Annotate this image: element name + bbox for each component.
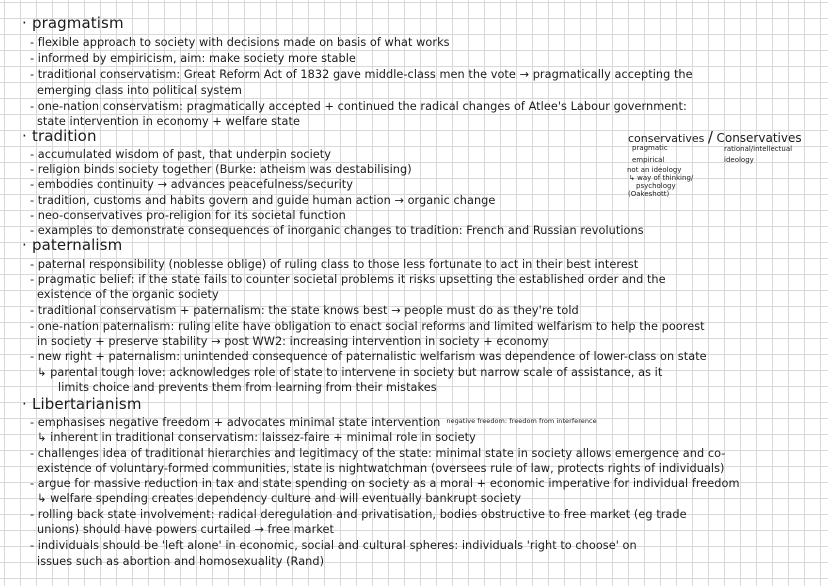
pragmatism-line-3: - traditional conservatism: Great Reform Act of 1832 gave middle-class men the vote → pragmatically accepting the: [30, 68, 693, 81]
margin-left-item-1: pragmatic: [632, 144, 668, 152]
tradition-line-3: - embodies continuity → advances peacefulness/security: [30, 178, 353, 191]
paternalism-line-3: existence of the organic society: [37, 288, 219, 301]
paternalism-line-1: - paternal responsibility (noblesse oblige) of ruling class to those less fortunate to act in their best interest: [30, 258, 639, 271]
paternalism-line-6: in society + preserve stability → post WW2: increasing intervention in society + economy: [37, 335, 549, 348]
pragmatism-line-4: emerging class into political system: [37, 84, 242, 97]
tradition-line-1: - accumulated wisdom of past, that underpin society: [30, 148, 331, 161]
paternalism-line-7: - new right + paternalism: unintended consequence of paternalistic welfarism was dependence of lower-class on state: [30, 350, 707, 363]
heading-text: tradition: [32, 127, 97, 145]
pragmatism-line-1: - flexible approach to society with decisions made on basis of what works: [30, 36, 450, 49]
margin-separator: /: [707, 128, 713, 146]
libertarianism-line-10: issues such as abortion and homosexuality (Rand): [37, 555, 325, 568]
paternalism-line-8: ↳ parental tough love: acknowledges role of state to intervene in society but narrow scale of assistance, as it: [37, 366, 663, 379]
bullet-dot: ·: [22, 14, 27, 32]
heading-text: Libertarianism: [32, 395, 142, 413]
heading-tradition: [22, 127, 97, 145]
pragmatism-line-2: - informed by empiricism, aim: make society more stable: [30, 52, 356, 65]
libertarianism-line-3: - challenges idea of traditional hierarchies and legitimacy of the state: minimal state in society allows emergence and co-: [30, 447, 726, 460]
libertarianism-line-6: ↳ welfare spending creates dependency culture and will eventually bankrupt society: [37, 492, 522, 505]
paternalism-line-2: - pragmatic belief: if the state fails to counter societal problems it risks upsetting the established order and the: [30, 273, 666, 286]
line-text: - emphasises negative freedom + advocates minimal state intervention: [30, 416, 441, 429]
libertarianism-line-5: - argue for massive reduction in tax and state spending on society as a moral + economic imperative for individual freedom: [30, 477, 740, 490]
tradition-line-4: - tradition, customs and habits govern and guide human action → organic change: [30, 194, 496, 207]
libertarianism-line-1: [30, 416, 597, 429]
heading-text: paternalism: [32, 236, 123, 254]
paternalism-line-4: - traditional conservatism + paternalism: the state knows best → people must do as they're told: [30, 304, 579, 317]
bullet-dot: ·: [22, 395, 27, 413]
tradition-line-5: - neo-conservatives pro-religion for its societal function: [30, 209, 346, 222]
margin-left-item-5: psychology: [636, 182, 676, 190]
heading-libertarianism: [22, 395, 142, 413]
tradition-line-2: - religion binds society together (Burke: atheism was destabilising): [30, 163, 412, 176]
libertarianism-line-7: - rolling back state involvement: radical deregulation and privatisation, bodies obstructive to free market (eg trade: [30, 508, 687, 521]
margin-title-left: conservatives: [628, 132, 705, 145]
margin-left-item-4: ↳ way of thinking/: [629, 174, 694, 182]
margin-title-right: Conservatives: [716, 131, 802, 145]
bullet-dot: ·: [22, 127, 27, 145]
margin-right-item-1: rational/intellectual: [724, 145, 793, 153]
margin-left-item-2: empirical: [632, 156, 665, 164]
tradition-line-6: - examples to demonstrate consequences of inorganic changes to tradition: French and Russian revolutions: [30, 224, 644, 237]
pragmatism-line-6: state intervention in economy + welfare state: [37, 115, 300, 128]
bullet-dot: ·: [22, 236, 27, 254]
margin-left-item-6: (Oakeshott): [628, 190, 670, 198]
libertarianism-line-2: ↳ inherent in traditional conservatism: laissez-faire + minimal role in society: [37, 431, 476, 444]
margin-left-item-3: not an ideology: [627, 166, 682, 174]
paternalism-line-5: - one-nation paternalism: ruling elite have obligation to enact social reforms and limited welfarism to help the poorest: [30, 320, 705, 333]
libertarianism-line-9: - individuals should be 'left alone' in economic, social and cultural spheres: individuals 'right to choose' on: [30, 539, 637, 552]
libertarianism-line-8: unions) should have powers curtailed → free market: [37, 523, 335, 536]
heading-paternalism: [22, 236, 122, 254]
heading-text: pragmatism: [32, 14, 124, 32]
margin-right-item-2: ideology: [724, 156, 754, 164]
paternalism-line-9: limits choice and prevents them from learning from their mistakes: [58, 381, 437, 394]
pragmatism-line-5: - one-nation conservatism: pragmatically accepted + continued the radical changes of Atlee's Labour government:: [30, 100, 687, 113]
heading-pragmatism: [22, 14, 124, 32]
side-note: negative freedom: freedom from interference: [446, 417, 597, 425]
libertarianism-line-4: existence of voluntary-formed communities, state is nightwatchman (oversees rule of law, protects rights of individuals): [37, 462, 725, 475]
